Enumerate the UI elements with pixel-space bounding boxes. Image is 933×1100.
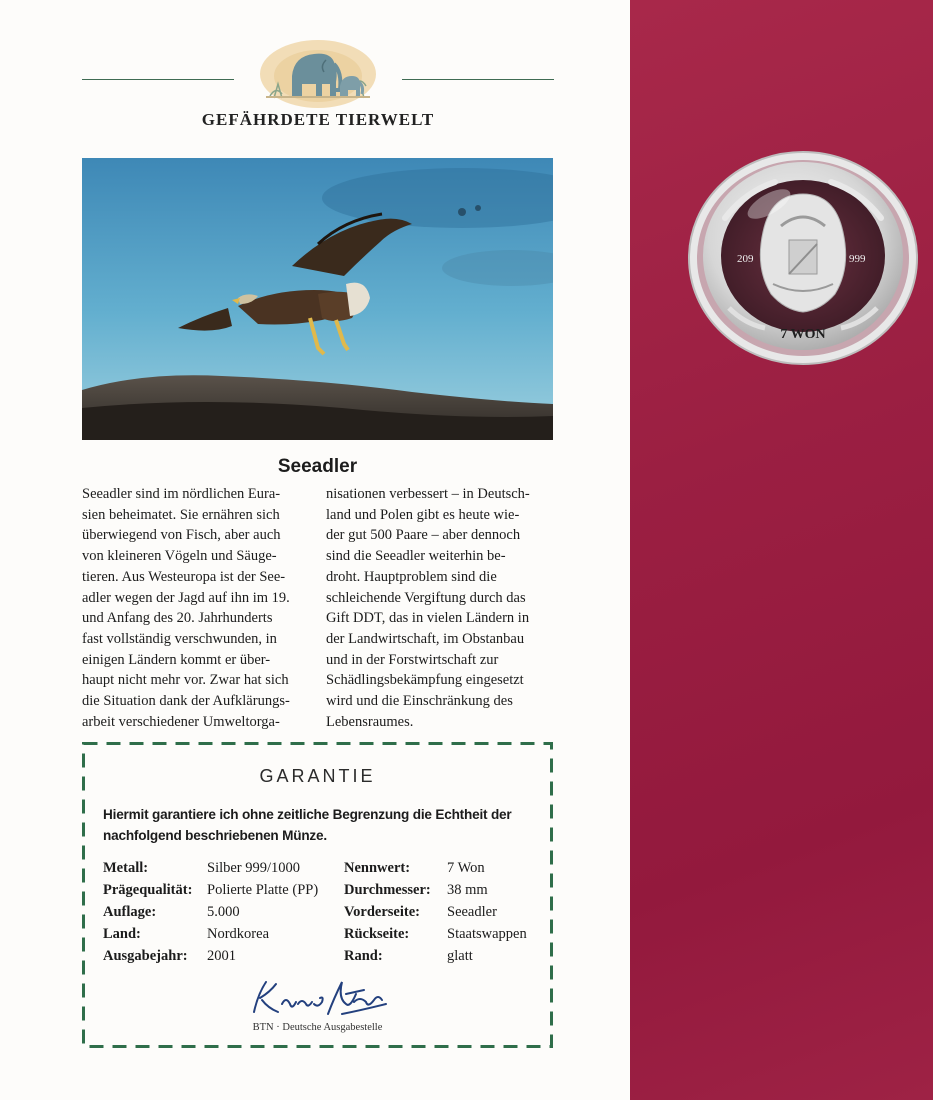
spec-label: Land:: [103, 926, 141, 942]
article-line: und in der Forstwirtschaft zur: [326, 651, 499, 668]
spec-row: [82, 948, 553, 970]
spec-label: Durchmesser:: [344, 882, 431, 898]
article-line: sind die Seeadler weiterhin be-: [326, 548, 506, 565]
elephant-logo-icon: [256, 36, 380, 110]
article-line: von kleineren Vögeln und Säuge-: [82, 548, 277, 565]
article-line: Lebensraumes.: [326, 713, 414, 730]
spec-value: 7 Won: [447, 860, 485, 876]
header-rule-left: [82, 79, 234, 80]
spec-label: Auflage:: [103, 904, 157, 920]
sea-eagle-photo: [82, 158, 553, 440]
spec-value: Staatswappen: [447, 926, 527, 942]
article-line: die Situation dank der Aufklärungs-: [82, 693, 290, 710]
spec-row: [82, 860, 553, 882]
spec-value: glatt: [447, 948, 473, 964]
article-line: der Landwirtschaft, im Obstanbau: [326, 630, 525, 647]
guarantee-intro: [103, 804, 543, 846]
spec-label: Vorderseite:: [344, 904, 420, 920]
article-line: wird und die Einschränkung des: [326, 693, 513, 710]
spec-value: Silber 999/1000: [207, 860, 301, 876]
article-line: und Anfang des 20. Jahrhunderts: [82, 610, 273, 627]
spec-row: [82, 882, 553, 904]
spec-label: Rückseite:: [344, 926, 410, 942]
article-line: einigen Ländern kommt er über-: [82, 651, 271, 668]
spec-value: 5.000: [207, 904, 240, 920]
spec-value: Polierte Platte (PP): [207, 882, 319, 898]
spec-row: [82, 926, 553, 948]
series-title: GEFÄHRDETE TIERWELT: [201, 110, 435, 129]
article-line: land und Polen gibt es heute wie-: [326, 506, 520, 523]
article-line: der gut 500 Paare – aber dennoch: [326, 527, 521, 544]
article-line: sien beheimatet. Sie ernähren sich: [82, 506, 280, 523]
article-line: haupt nicht mehr vor. Zwar hat sich: [82, 672, 289, 689]
guarantee-intro-line: nachfolgend beschriebenen Münze.: [103, 828, 327, 843]
spec-value: Nordkorea: [207, 926, 270, 942]
article-title: Seeadler: [277, 456, 358, 477]
spec-label: Rand:: [344, 948, 383, 964]
article-line: nisationen verbessert – in Deutsch-: [326, 486, 530, 502]
article-line: Seeadler sind im nördlichen Eura-: [82, 486, 281, 502]
guarantee-title: GARANTIE: [259, 766, 376, 786]
spec-value: Seeadler: [447, 904, 497, 920]
spec-label: Metall:: [103, 860, 149, 876]
article-line: überwiegend von Fisch, aber auch: [82, 527, 281, 544]
coin-capsule: [685, 148, 921, 368]
article-line: Schädlingsbekämpfung eingesetzt: [326, 672, 524, 689]
spec-label: Nennwert:: [344, 860, 411, 876]
coin-left-number: 209: [737, 253, 754, 265]
spec-value: 38 mm: [447, 882, 488, 898]
spec-label: Prägequalität:: [103, 882, 193, 898]
guarantee-intro-line: Hiermit garantiere ich ohne zeitliche Begrenzung die Echtheit der: [103, 807, 512, 822]
article-line: droht. Hauptproblem sind die: [326, 568, 497, 585]
article-text-left-column: [82, 484, 310, 732]
guarantee-box: [82, 742, 553, 1048]
signature-icon: [242, 974, 392, 1020]
article-line: adler wegen der Jagd auf ihn im 19.: [82, 589, 290, 606]
header-rule-right: [402, 79, 554, 80]
article-text-right-column: [326, 484, 554, 732]
coin-denomination: 7 WON: [780, 327, 826, 342]
article-line: schleichende Vergiftung durch das: [326, 589, 526, 606]
spec-row: [82, 904, 553, 926]
article-line: fast vollständig verschwunden, in: [82, 630, 277, 647]
coin-right-number: 999: [849, 253, 866, 265]
spec-value: 2001: [207, 948, 236, 964]
issuer-caption: BTN · Deutsche Ausgabestelle: [252, 1022, 383, 1033]
spec-label: Ausgabejahr:: [103, 948, 188, 964]
article-line: arbeit verschiedener Umweltorga-: [82, 713, 280, 730]
article-line: tieren. Aus Westeuropa ist der See-: [82, 568, 286, 585]
article-line: Gift DDT, das in vielen Ländern in: [326, 610, 530, 627]
